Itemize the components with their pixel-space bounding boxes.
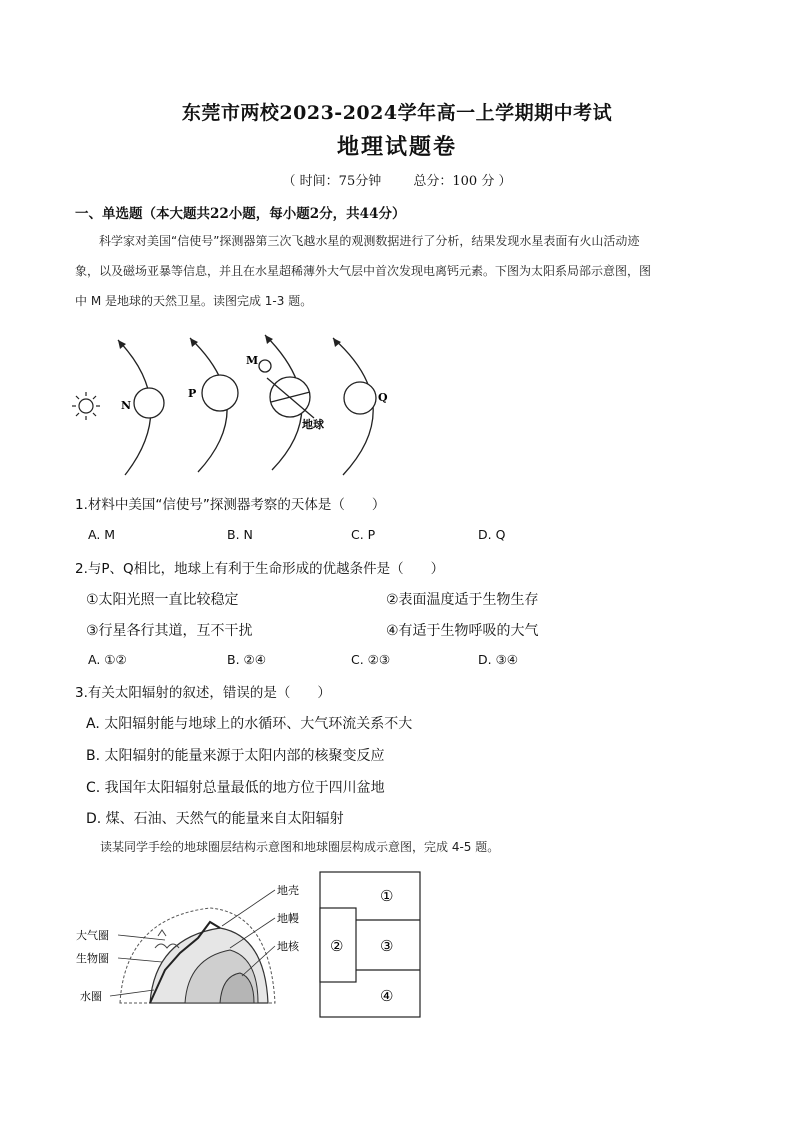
label-n: N bbox=[121, 399, 132, 412]
question-2-stem: 2.与P、Q相比，地球上有利于生命形成的优越条件是（ ） bbox=[75, 561, 445, 577]
label-hydrosphere: 水圈 bbox=[80, 990, 102, 1003]
question-1-stem: 1.材料中美国“信使号”探测器考察的天体是（ ） bbox=[75, 497, 386, 513]
passage-1-line-2: 象，以及磁场亚暴等信息，并且在水星超稀薄外大气层中首次发现电离钙元素。下图为太阳系局部示意图，图 bbox=[75, 264, 652, 278]
q2-option-c[interactable]: C. ②③ bbox=[351, 652, 391, 667]
exam-info bbox=[0, 170, 794, 189]
score-info: 总分：100 分 ） bbox=[413, 174, 512, 189]
question-3-stem: 3.有关太阳辐射的叙述，错误的是（ ） bbox=[75, 685, 331, 701]
planet-q bbox=[344, 382, 376, 414]
sun-icon bbox=[72, 392, 100, 420]
passage-1-line-1: 科学家对美国“信使号”探测器第三次飞越水星的观测数据进行了分析，结果发现水星表面有火山活动迹 bbox=[99, 234, 640, 248]
q2-statement-1: ①太阳光照一直比较稳定 bbox=[86, 592, 239, 608]
q2-statement-2: ②表面温度适于生物生存 bbox=[386, 592, 539, 608]
box-2: ② bbox=[330, 937, 344, 955]
box-1: ① bbox=[380, 887, 394, 905]
label-q: Q bbox=[378, 391, 388, 404]
solar-system-figure bbox=[60, 330, 420, 480]
q3-option-b[interactable]: B. 太阳辐射的能量来源于太阳内部的核聚变反应 bbox=[86, 748, 385, 764]
q2-statement-3: ③行星各行其道，互不干扰 bbox=[86, 623, 253, 639]
sphere-composition-figure bbox=[318, 870, 424, 1020]
q2-statement-4: ④有适于生物呼吸的大气 bbox=[386, 623, 539, 639]
label-core: 地核 bbox=[277, 940, 299, 953]
label-m: M bbox=[246, 354, 259, 367]
q3-option-a[interactable]: A. 太阳辐射能与地球上的水循环、大气环流关系不大 bbox=[86, 716, 413, 732]
q3-option-d[interactable]: D. 煤、石油、天然气的能量来自太阳辐射 bbox=[86, 811, 344, 827]
earth-spheres-figure bbox=[70, 878, 310, 1018]
q1-option-c[interactable]: C. P bbox=[351, 527, 376, 542]
box-3: ③ bbox=[380, 937, 394, 955]
exam-subject-title: 地理试题卷 bbox=[336, 134, 457, 160]
label-crust: 地壳 bbox=[277, 884, 299, 897]
exam-title: 东莞市两校2023-2024学年高一上学期期中考试 bbox=[181, 102, 613, 124]
label-mantle: 地幔 bbox=[277, 912, 299, 925]
section-heading: 一、单选题（本大题共22小题，每小题2分，共44分） bbox=[75, 206, 406, 222]
label-earth: 地球 bbox=[302, 418, 324, 431]
passage-2: 读某同学手绘的地球圈层结构示意图和地球圈层构成示意图，完成 4-5 题。 bbox=[100, 840, 500, 854]
passage-1 bbox=[75, 226, 719, 316]
q3-option-c[interactable]: C. 我国年太阳辐射总量最低的地方位于四川盆地 bbox=[86, 780, 385, 796]
box-4: ④ bbox=[380, 987, 394, 1005]
passage-1-line-3: 中 M 是地球的天然卫星。读图完成 1-3 题。 bbox=[75, 294, 313, 308]
label-p: P bbox=[188, 387, 197, 400]
q1-option-a[interactable]: A. M bbox=[88, 527, 116, 542]
label-biosphere: 生物圈 bbox=[76, 952, 109, 965]
label-atmosphere: 大气圈 bbox=[76, 929, 109, 942]
time-info: （ 时间：75分钟 bbox=[282, 174, 382, 189]
moon-m bbox=[259, 360, 271, 372]
q2-option-b[interactable]: B. ②④ bbox=[227, 652, 266, 667]
q1-option-b[interactable]: B. N bbox=[227, 527, 253, 542]
q1-option-d[interactable]: D. Q bbox=[478, 527, 506, 542]
q2-option-a[interactable]: A. ①② bbox=[88, 652, 127, 667]
planet-p bbox=[202, 375, 238, 411]
q2-option-d[interactable]: D. ③④ bbox=[478, 652, 518, 667]
planet-n bbox=[134, 388, 164, 418]
